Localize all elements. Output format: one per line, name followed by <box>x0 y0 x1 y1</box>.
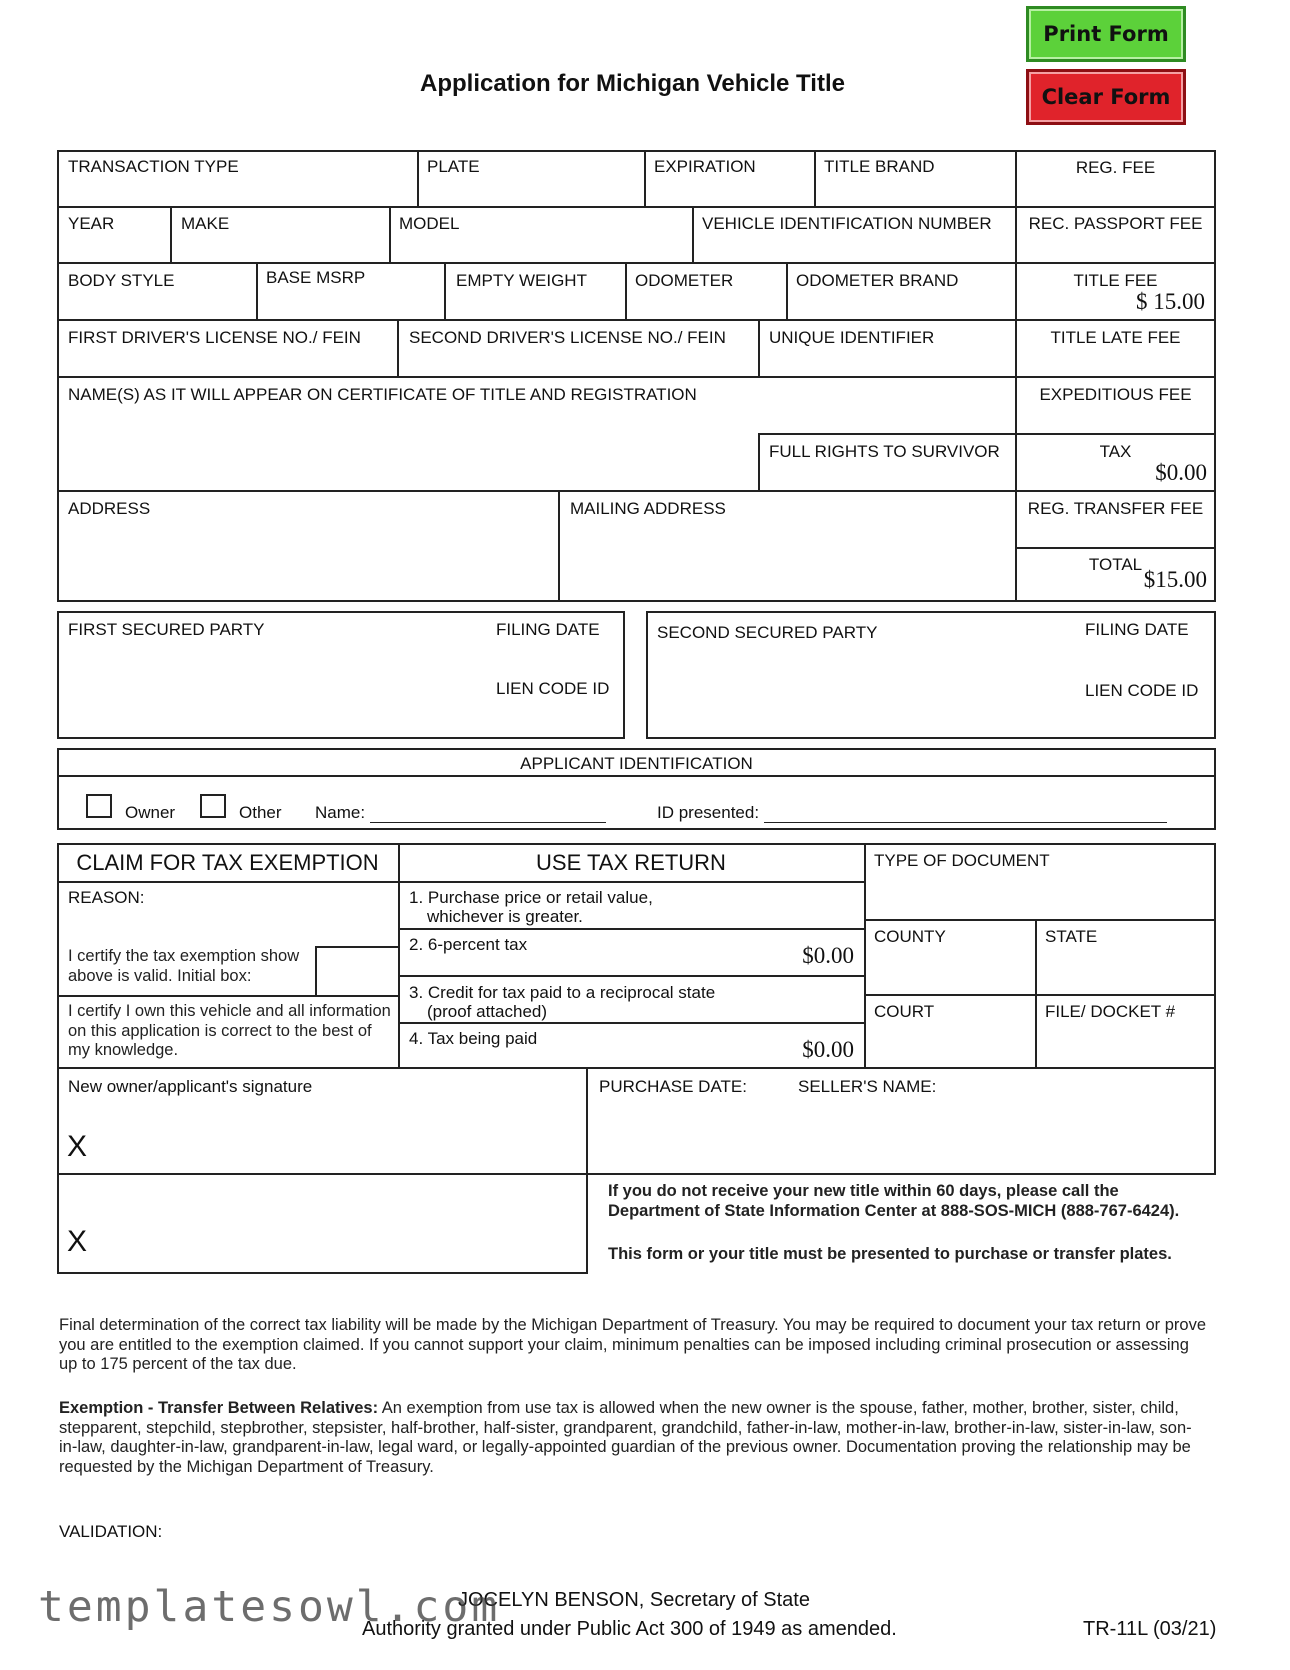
signature-label: New owner/applicant's signature <box>68 1077 313 1096</box>
year-label: YEAR <box>68 214 115 233</box>
plate-label: PLATE <box>427 157 480 176</box>
full-rights-survivor-label: FULL RIGHTS TO SURVIVOR <box>769 442 1000 461</box>
first-filing-date-label: FILING DATE <box>496 620 600 639</box>
model-label: MODEL <box>399 214 460 233</box>
exemption-relatives-text: An exemption from use tax is allowed when the new owner is the spouse, father, mother, brother, sister, child, stepparent, stepchild, stepbrother, stepsister, half-brother, half-sister, grandparent, grandchild, father-in-law, mother-in-law, brother-in-law, sister-in-law, son-in-law, daughter-in-law, grandparent-in-law, legal ward, or legally-appointed guardian of the previous owner. Documentation proving the relationship may be requested by the Michigan Department of Treasury. <box>59 1399 1192 1476</box>
expiration-label: EXPIRATION <box>654 157 756 176</box>
applicant-identification-header: APPLICANT IDENTIFICATION <box>520 754 753 773</box>
empty-weight-label: EMPTY WEIGHT <box>456 271 587 290</box>
claim-tax-exemption-header: CLAIM FOR TAX EXEMPTION <box>76 850 379 875</box>
transaction-type-label: TRANSACTION TYPE <box>68 157 239 176</box>
page-title: Application for Michigan Vehicle Title <box>420 70 845 97</box>
certify-own-text: I certify I own this vehicle and all information on this application is correct to the best of my knowledge. <box>68 1002 391 1059</box>
secretary-of-state: JOCELYN BENSON, Secretary of State <box>458 1589 810 1611</box>
unique-identifier-label: UNIQUE IDENTIFIER <box>769 328 935 347</box>
authority-text: Authority granted under Public Act 300 of 1949 as amended. <box>362 1618 897 1640</box>
title-notice: If you do not receive your new title within 60 days, please call the Department of State Information Center at 888-SOS-MICH (888-767-6424). <box>608 1182 1180 1220</box>
reg-transfer-fee-label: REG. TRANSFER FEE <box>1027 499 1204 518</box>
title-fee-value: $ 15.00 <box>1136 289 1205 314</box>
id-presented-label: ID presented: <box>657 803 760 822</box>
reason-label: REASON: <box>68 888 145 907</box>
expeditious-fee-label: EXPEDITIOUS FEE <box>1039 385 1192 404</box>
use-tax-return-header: USE TAX RETURN <box>536 850 726 875</box>
use-tax-line2: 2. 6-percent tax <box>409 935 528 954</box>
file-docket-label: FILE/ DOCKET # <box>1045 1002 1176 1021</box>
initial-box[interactable] <box>317 948 397 994</box>
type-of-document-label: TYPE OF DOCUMENT <box>874 851 1050 870</box>
odometer-label: ODOMETER <box>635 271 734 290</box>
second-secured-party-label: SECOND SECURED PARTY <box>657 623 878 642</box>
second-signature-x-mark: X <box>67 1225 88 1258</box>
court-label: COURT <box>874 1002 935 1021</box>
print-form-button[interactable]: Print Form <box>1026 6 1186 62</box>
base-msrp-label: BASE MSRP <box>266 268 366 287</box>
purchase-date-label: PURCHASE DATE: <box>599 1077 747 1096</box>
signature-x-mark: X <box>67 1130 88 1163</box>
names-label: NAME(S) AS IT WILL APPEAR ON CERTIFICATE OF TITLE AND REGISTRATION <box>68 385 697 404</box>
use-tax-line4-value: $0.00 <box>802 1037 854 1062</box>
first-secured-party-label: FIRST SECURED PARTY <box>68 620 265 639</box>
tax-label: TAX <box>1099 442 1132 461</box>
body-style-label: BODY STYLE <box>68 271 175 290</box>
use-tax-line3: 3. Credit for tax paid to a reciprocal state <box>409 983 716 1002</box>
owner-label: Owner <box>125 803 176 822</box>
applicant-name-label: Name: <box>315 803 366 822</box>
other-label: Other <box>239 803 282 822</box>
state-label: STATE <box>1045 927 1098 946</box>
make-label: MAKE <box>181 214 230 233</box>
use-tax-line1: 1. Purchase price or retail value, <box>409 888 653 907</box>
tax-value: $0.00 <box>1155 460 1207 485</box>
id-presented-field[interactable] <box>764 822 1167 823</box>
county-label: COUNTY <box>874 927 946 946</box>
clear-form-button[interactable]: Clear Form <box>1026 69 1186 125</box>
other-checkbox[interactable] <box>200 794 226 818</box>
second-filing-date-label: FILING DATE <box>1085 620 1189 639</box>
second-lien-code-label: LIEN CODE ID <box>1085 681 1199 700</box>
use-tax-line1b: whichever is greater. <box>427 907 583 926</box>
applicant-name-field[interactable] <box>370 822 606 823</box>
rec-passport-fee-label: REC. PASSPORT FEE <box>1028 214 1203 233</box>
form-id: TR-11L (03/21) <box>1083 1618 1217 1640</box>
title-fee-label: TITLE FEE <box>1073 271 1158 290</box>
use-tax-line3b: (proof attached) <box>427 1002 548 1021</box>
use-tax-line2-value: $0.00 <box>802 943 854 968</box>
use-tax-line4: 4. Tax being paid <box>409 1029 538 1048</box>
second-drivers-license-label: SECOND DRIVER'S LICENSE NO./ FEIN <box>409 328 726 347</box>
title-late-fee-label: TITLE LATE FEE <box>1050 328 1181 347</box>
watermark: templatesowl.com <box>38 1582 501 1632</box>
total-label: TOTAL <box>1088 555 1143 574</box>
second-signature-box[interactable] <box>57 1173 588 1274</box>
plates-notice: This form or your title must be presented to purchase or transfer plates. <box>608 1245 1172 1263</box>
vin-label: VEHICLE IDENTIFICATION NUMBER <box>702 214 992 233</box>
certify-exemption-text: I certify the tax exemption show above is valid. Initial box: <box>68 947 300 985</box>
validation-label: VALIDATION: <box>59 1522 163 1541</box>
title-brand-label: TITLE BRAND <box>824 157 935 176</box>
first-lien-code-label: LIEN CODE ID <box>496 679 610 698</box>
exemption-relatives-paragraph <box>59 1399 1209 1477</box>
first-drivers-license-label: FIRST DRIVER'S LICENSE NO./ FEIN <box>68 328 361 347</box>
tax-liability-paragraph: Final determination of the correct tax liability will be made by the Michigan Department of Treasury. You may be required to document your tax return or prove you are entitled to the exemption claimed. If you cannot support your claim, minimum penalties can be imposed including criminal prosecution or assessing up to 175 percent of the tax due. <box>59 1316 1207 1373</box>
owner-checkbox[interactable] <box>86 794 112 818</box>
reg-fee-label: REG. FEE <box>1075 158 1156 177</box>
address-label: ADDRESS <box>68 499 151 518</box>
odometer-brand-label: ODOMETER BRAND <box>796 271 959 290</box>
exemption-relatives-heading: Exemption - Transfer Between Relatives: <box>59 1399 379 1417</box>
total-value: $15.00 <box>1143 567 1207 592</box>
seller-name-label: SELLER'S NAME: <box>798 1077 937 1096</box>
mailing-address-label: MAILING ADDRESS <box>570 499 726 518</box>
